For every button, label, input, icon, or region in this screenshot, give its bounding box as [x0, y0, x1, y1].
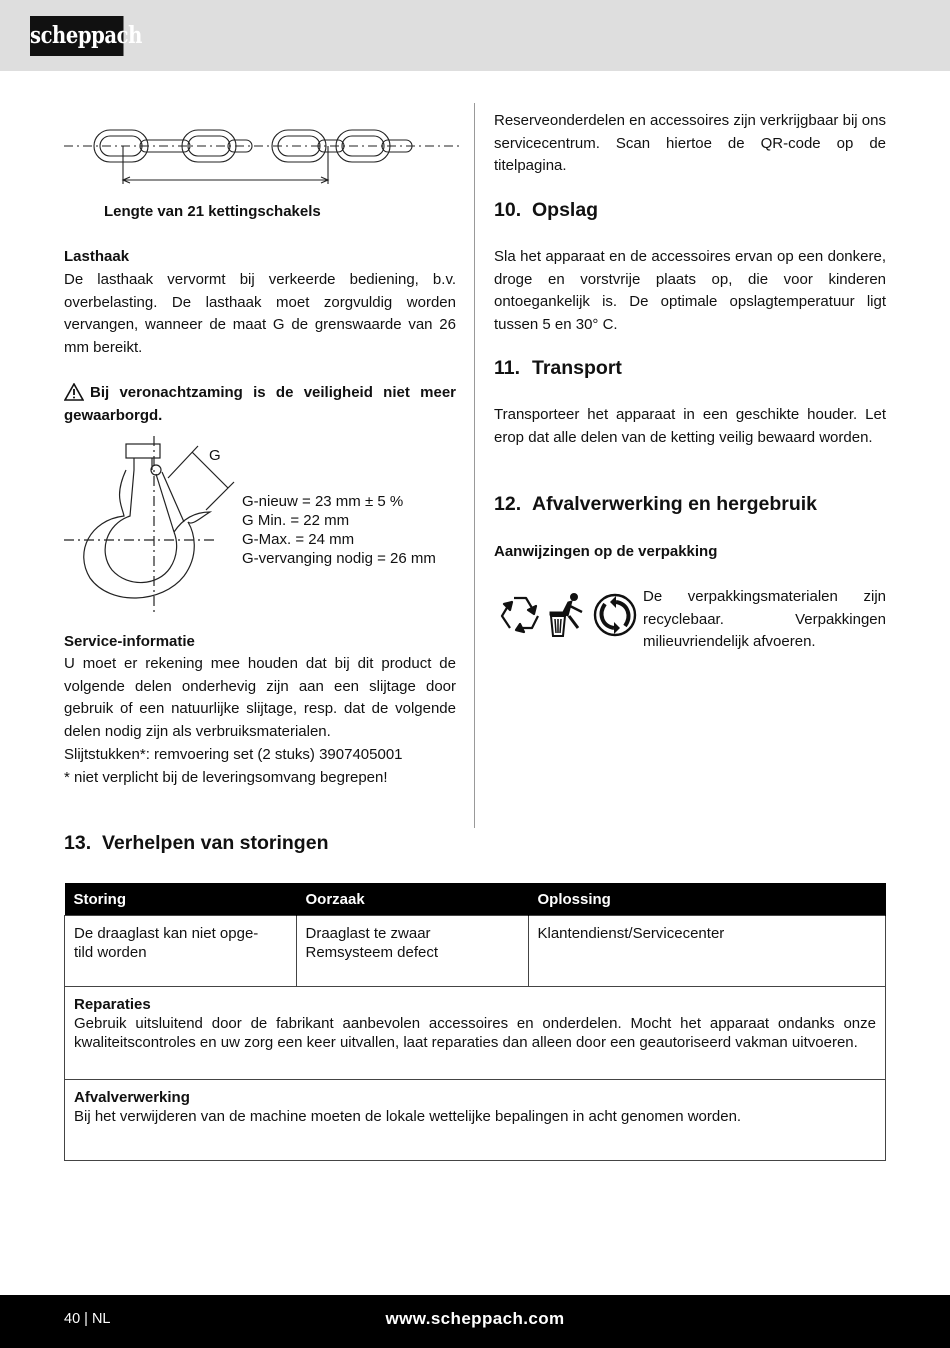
footer-url: www.scheppach.com [385, 1309, 565, 1328]
chain-diagram [64, 118, 459, 190]
section-10-text: Sla het apparaat en de accessoires ervan op een donkere, droge en vorstvrije plaats op, die voor kinderen ontoegankelijk is. De optimale opslagtemperatuur ligt tussen 5 en 30° C. [494, 248, 886, 334]
cell-oplossing: Klantendienst/Servicecenter [528, 916, 886, 987]
section-12-subtitle: Aanwijzingen op de verpakking [494, 543, 718, 560]
hook-spec-max: G-Max. = 24 mm [242, 531, 355, 548]
table-row [65, 916, 886, 987]
service-parts: Slijtstukken*: remvoering set (2 stuks) 3907405001 [64, 746, 403, 763]
column-divider [474, 103, 475, 828]
lasthaak-text: De lasthaak vervormt bij verkeerde bediening, b.v. overbelasting. De lasthaak moet zorgvuldig worden vervangen, wanneer de maat G de grenswaarde van 26 mm bereikt. [64, 271, 456, 357]
header-oplossing: Oplossing [528, 883, 886, 916]
cell-oorzaak: Draaglast te zwaar Remsysteem defect [296, 916, 528, 987]
page-number: 40 | NL [64, 1311, 111, 1327]
section-11-heading: 11. Transport [494, 357, 622, 379]
afval-title: Afvalverwerking [74, 1089, 190, 1106]
section-12-heading: 12. Afvalverwerking en hergebruik [494, 493, 818, 515]
page-footer [0, 1295, 950, 1348]
afval-text: Bij het verwijderen van de machine moeten de lokale wettelijke bepalingen in acht genomen worden. [74, 1108, 742, 1125]
section-11-text: Transporteer het apparaat in een geschikte houder. Let erop dat alle delen van de ketting veilig bewaard worden. [494, 406, 886, 446]
spare-parts-intro: Reserveonderdelen en accessoires zijn verkrijgbaar bij ons servicecentrum. Scan hiertoe de QR-code op de titelpagina. [494, 112, 886, 175]
warning-text: Bij veronachtzaming is de veiligheid niet meer gewaarborgd. [64, 384, 456, 424]
reparaties-title: Reparaties [74, 996, 151, 1013]
trash-bin-icon [548, 592, 588, 638]
section-10-heading: 10. Opslag [494, 199, 599, 221]
cell-storing: De draaglast kan niet opge- tild worden [65, 916, 297, 987]
service-note: * niet verplicht bij de leveringsomvang begrepen! [64, 769, 388, 786]
service-title: Service-informatie [64, 633, 195, 650]
page-header [0, 0, 950, 71]
troubleshooting-table [64, 883, 886, 1161]
header-oorzaak: Oorzaak [296, 883, 528, 916]
section-13-heading: 13. Verhelpen van storingen [64, 832, 329, 854]
hook-label-g: G [209, 447, 221, 464]
hook-spec-new: G-nieuw = 23 mm ± 5 % [242, 493, 404, 510]
table-header-row [65, 883, 886, 916]
green-dot-icon [592, 592, 638, 638]
chain-caption: Lengte van 21 kettingschakels [104, 203, 321, 220]
table-row-reparaties [65, 987, 886, 1080]
hook-spec-min: G Min. = 22 mm [242, 512, 350, 529]
scheppach-logo: scheppach [30, 16, 124, 56]
lasthaak-title: Lasthaak [64, 248, 130, 265]
section-12-text: De verpakkingsmaterialen zijn recyclebaar. Verpakkingen milieuvriendelijk afvoeren. [643, 588, 886, 651]
hook-spec-replace: G-vervanging nodig = 26 mm [242, 550, 436, 567]
reparaties-text: Gebruik uitsluitend door de fabrikant aanbevolen accessoires en onderdelen. Mocht het apparaat ondanks onze kwaliteitscontroles en uw zorg een keer uitvallen, laat reparaties dan alleen door een geautoriseerd vakman uitvoeren. [74, 1015, 876, 1051]
afval-cell [65, 1080, 886, 1161]
table-row-afval [65, 1080, 886, 1161]
reparaties-cell [65, 987, 886, 1080]
recycle-icon [496, 592, 544, 638]
header-storing: Storing [65, 883, 297, 916]
service-text: U moet er rekening mee houden dat bij dit product de volgende delen onderhevig zijn aan een slijtage door gebruik of een natuurlijke slijtage, resp. dat de volgende delen nodig zijn als verbruiksmaterialen. [64, 655, 456, 741]
